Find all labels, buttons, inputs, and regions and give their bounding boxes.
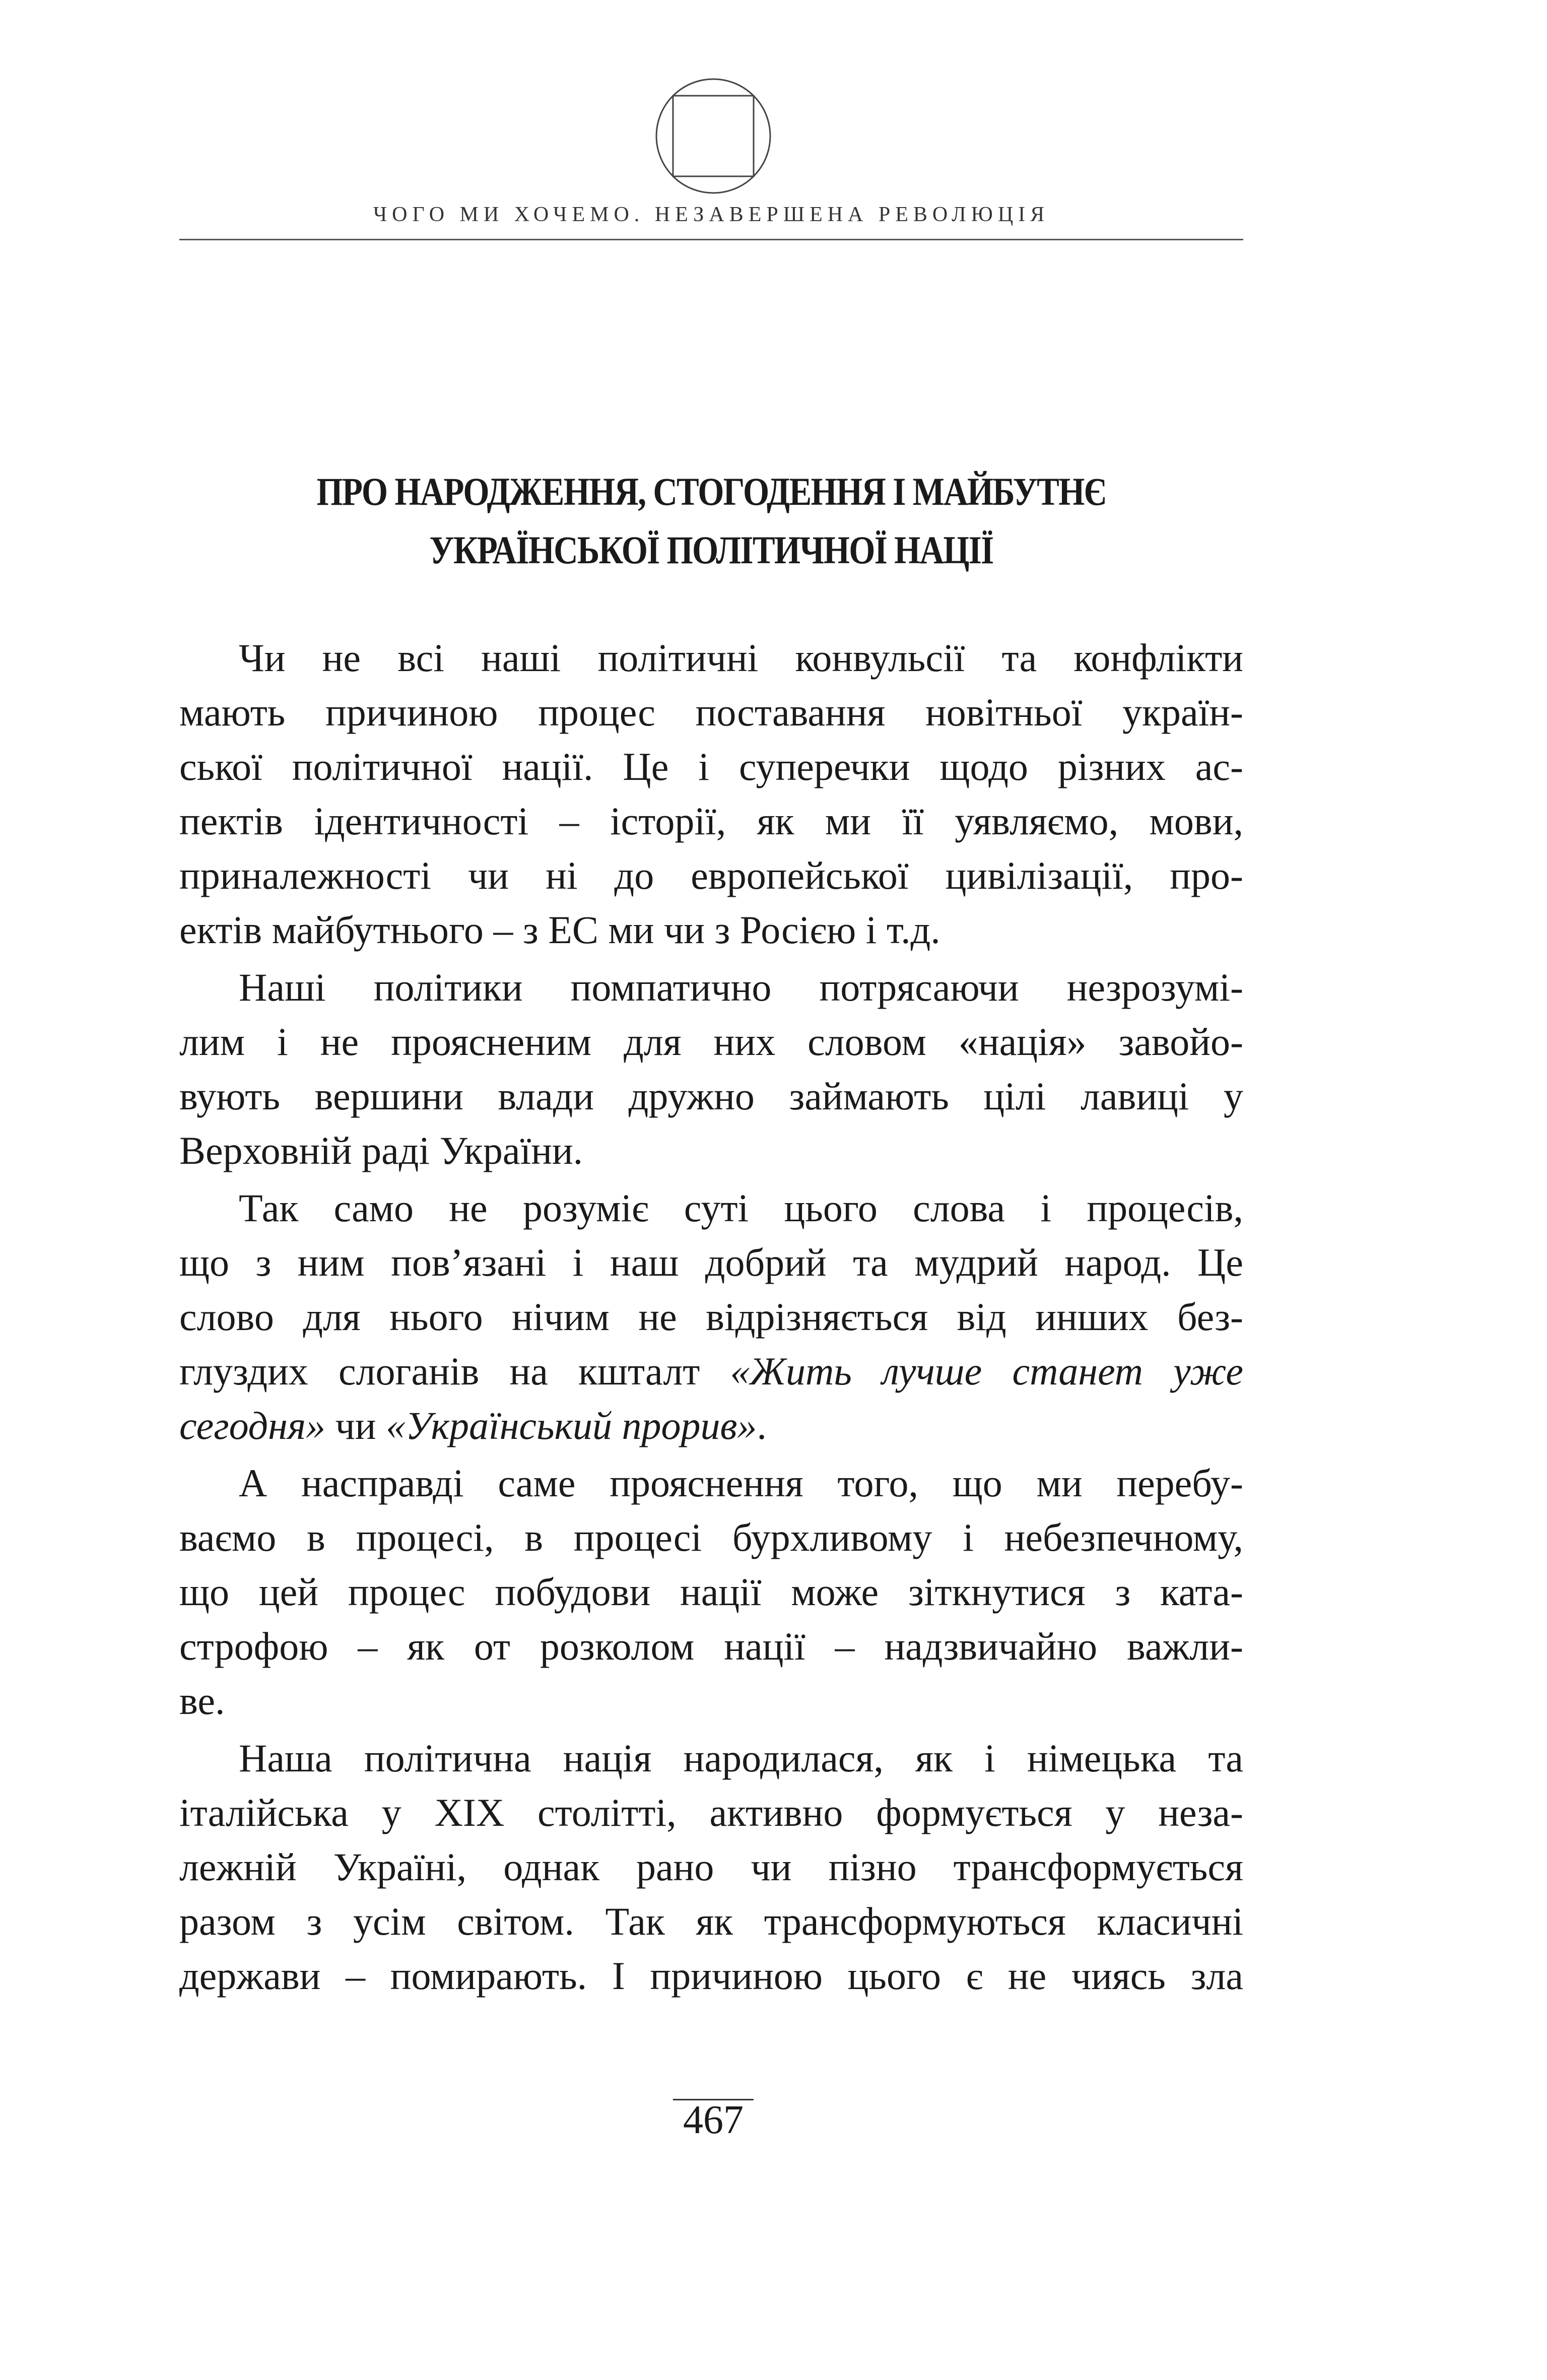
circle-square-emblem-icon [653,76,774,196]
text-segment: . [757,1404,767,1447]
text-line: приналежності чи ні до европейської цивілізації, про- [179,853,1243,897]
text-line: Чи не всі наші політичні конвульсії та конфлікти [239,636,1243,680]
chapter-title [254,462,1169,579]
text-line [179,1399,1243,1453]
text-line: мають причиною процес поставання новітньої україн- [179,690,1243,734]
chapter-title-line-1: ПРО НАРОДЖЕННЯ, СТОГОДЕННЯ І МАЙБУТНЄ [316,470,1106,513]
running-head: ЧОГО МИ ХОЧЕМО. НЕЗАВЕРШЕНА РЕВОЛЮЦІЯ [373,203,1050,226]
page-number: 467 [683,2098,744,2142]
text-line: разом з усім світом. Так як трансформуються класичні [179,1899,1243,1943]
text-line: італійська у XIX столітті, активно формується у неза- [179,1791,1243,1834]
body-text [179,631,1243,2003]
text-line: Верховній раді України. [179,1129,583,1172]
text-line: Наша політична нація народилася, як і німецька та [239,1736,1243,1780]
text-line: слово для нього нічим не відрізняється від инших без- [179,1295,1243,1339]
text-line: строфою – як от розколом нації – надзвичайно важли- [179,1624,1243,1668]
text-line: пектів ідентичності – історії, як ми її уявляємо, мови, [179,799,1243,843]
text-line: вують вершини влади дружно займають цілі лавиці у [179,1074,1243,1118]
text-line: лим і не проясненим для них словом «нація» завойо- [179,1020,1243,1064]
text-line: Так само не розуміє суті цього слова і процесів, [239,1186,1243,1230]
chapter-title-line-2: УКРАЇНСЬКОЇ ПОЛІТИЧНОЇ НАЦІЇ [429,528,993,572]
text-line: Наші політики помпатично потрясаючи незрозумі- [239,965,1243,1009]
text-line: А насправді саме прояснення того, що ми перебу- [239,1461,1243,1505]
header-divider [179,239,1243,240]
text-segment: чи [325,1404,386,1447]
text-segment: глуздих слоганів на кшталт [179,1349,730,1393]
text-line: ської політичної нації. Це і суперечки щодо різних ас- [179,745,1243,788]
text-line: ектів майбутнього – з ЕС ми чи з Росією і т.д. [179,908,940,952]
italic-quote: «Український прорив» [386,1404,757,1447]
text-line: ве. [179,1679,225,1723]
text-line [179,1344,1243,1399]
text-line: держави – помирають. І причиною цього є не чиясь зла [179,1954,1243,1998]
text-line: що з ним пов’язані і наш добрий та мудрий народ. Це [179,1240,1243,1284]
italic-quote: сегодня» [179,1404,326,1447]
italic-quote: «Жить лучше станет уже [730,1349,1243,1393]
text-line: що цей процес побудови нації може зіткнутися з ката- [179,1570,1243,1614]
text-line: ваємо в процесі, в процесі бурхливому і небезпечному, [179,1515,1243,1559]
text-line: лежній Україні, однак рано чи пізно трансформується [179,1845,1243,1889]
